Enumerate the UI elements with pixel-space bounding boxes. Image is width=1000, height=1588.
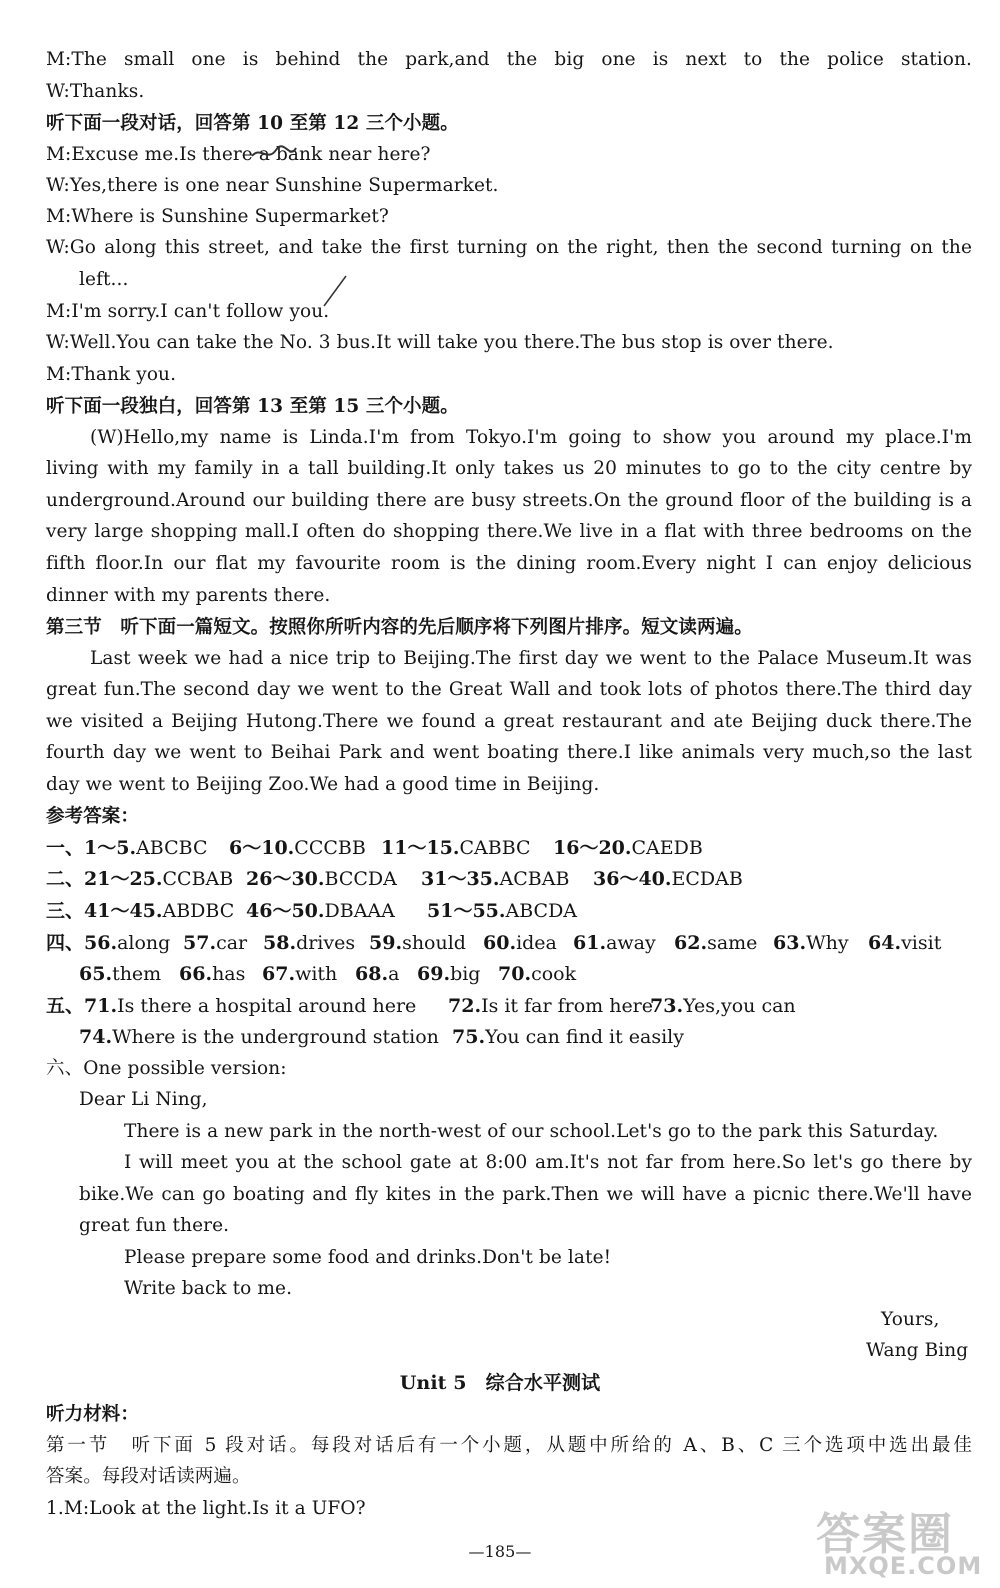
answer-item: 57.car (183, 932, 248, 954)
answer-item: 36～40.ECDAB (593, 868, 743, 890)
letter-greeting: Dear Li Ning, (79, 1089, 208, 1110)
paragraph-line: we visited a Beijing Hutong.There we found a great restaurant and ate Beijing duck there.The (46, 711, 972, 732)
answer-item: 16～20.CAEDB (553, 837, 703, 859)
pen-scribble-mark (250, 140, 300, 170)
section-instruction: 答案。每段对话读两遍。 (46, 1466, 251, 1487)
letter-paragraph: great fun there. (79, 1215, 230, 1236)
answer-item: 63.Why (773, 932, 849, 954)
dialogue-line: M:Excuse me.Is there a bank near here? (46, 144, 431, 165)
paragraph-line: dinner with my parents there. (46, 585, 331, 606)
watermark-text: 答案圈 (816, 1509, 954, 1560)
paragraph-line: fourth day we went to Beihai Park and went boating there.I like animals very much,so the last (46, 742, 972, 763)
paragraph-line: day we went to Beijing Zoo.We had a good time in Beijing. (46, 774, 600, 795)
watermark-url: MXQE.COM (824, 1552, 983, 1580)
paragraph-line: underground.Around our building there are busy streets.On the ground floor of the building is a (46, 490, 972, 511)
answer-item: 65.them (79, 963, 162, 985)
answer-item: 46～50.DBAAA (246, 900, 395, 922)
listening-label: 听力材料： (46, 1404, 140, 1425)
paragraph-line: (W)Hello,my name is Linda.I'm from Tokyo.I'm going to show you around my place.I'm (90, 427, 972, 448)
letter-intro: 六、One possible version: (46, 1058, 287, 1079)
answer-item: 一、1～5.ABCBC (46, 837, 208, 859)
answer-item: 五、71.Is there a hospital around here (46, 995, 417, 1017)
letter-paragraph: Write back to me. (124, 1278, 293, 1299)
answer-item: 75.You can find it easily (452, 1026, 684, 1048)
answer-item: 四、56.along (46, 932, 171, 954)
answer-item: 69.big (417, 963, 481, 985)
section-instruction: 听下面一段独白，回答第 13 至第 15 三个小题。 (46, 396, 459, 417)
answer-item: 70.cook (498, 963, 577, 985)
pen-stroke-mark (320, 272, 350, 312)
answer-item: 59.should (369, 932, 466, 954)
dialogue-line: W:Well.You can take the No. 3 bus.It will take you there.The bus stop is over there. (46, 332, 834, 353)
dialogue-line: W:Thanks. (46, 81, 145, 102)
answer-item: 74.Where is the underground station (79, 1026, 439, 1048)
unit-title: Unit 5 综合水平测试 (399, 1372, 601, 1394)
answer-item: 67.with (262, 963, 338, 985)
question-line: 1.M:Look at the light.Is it a UFO? (46, 1498, 366, 1519)
paragraph-line: fifth floor.In our flat my favourite room is the dining room.Every night I can enjoy delicious (46, 553, 972, 574)
section-instruction: 第一节 听下面 5 段对话。每段对话后有一个小题，从题中所给的 A、B、C 三个选项中选出最佳 (46, 1435, 972, 1456)
answer-item: 26～30.BCCDA (246, 868, 397, 890)
letter-paragraph: There is a new park in the north-west of our school.Let's go to the park this Saturday. (124, 1121, 939, 1142)
answer-item: 61.away (573, 932, 656, 954)
page-number: —185— (468, 1542, 532, 1561)
dialogue-line: W:Go along this street, and take the first turning on the right, then the second turning on the (46, 237, 972, 258)
dialogue-line: W:Yes,there is one near Sunshine Supermarket. (46, 175, 499, 196)
answer-item: 6～10.CCCBB (229, 837, 366, 859)
letter-paragraph: I will meet you at the school gate at 8:00 am.It's not far from here.So let's go there by (124, 1152, 972, 1173)
answer-item: 51～55.ABCDA (427, 900, 578, 922)
answer-item: 66.has (179, 963, 246, 985)
answer-item: 二、21～25.CCBAB (46, 868, 234, 890)
section-instruction: 听下面一段对话，回答第 10 至第 12 三个小题。 (46, 113, 459, 134)
answer-item: 11～15.CABBC (381, 837, 531, 859)
answer-item: 72.Is it far from here (448, 995, 654, 1017)
paragraph-line: great fun.The second day we went to the Great Wall and took lots of photos there.The third day (46, 679, 972, 700)
section-instruction: 第三节 听下面一篇短文。按照你所听内容的先后顺序将下列图片排序。短文读两遍。 (46, 617, 753, 638)
dialogue-line: M:I'm sorry.I can't follow you. (46, 301, 330, 322)
answer-item: 73.Yes,you can (650, 995, 796, 1017)
answer-item: 三、41～45.ABDBC (46, 900, 235, 922)
letter-paragraph: bike.We can go boating and fly kites in the park.Then we will have a picnic there.We'll have (79, 1184, 972, 1205)
dialogue-line: M:The small one is behind the park,and the big one is next to the police station. (46, 49, 972, 70)
letter-paragraph: Please prepare some food and drinks.Don't be late! (124, 1247, 612, 1268)
paragraph-line: very large shopping mall.I often do shopping there.We live in a flat with three bedrooms on the (46, 521, 972, 542)
answer-item: 68.a (355, 963, 400, 985)
paragraph-line: living with my family in a tall building.It only takes us 20 minutes to go to the city centre by (46, 458, 972, 479)
dialogue-line: M:Thank you. (46, 364, 177, 385)
letter-signature: Wang Bing (866, 1340, 969, 1361)
dialogue-line: left... (79, 269, 129, 290)
answer-item: 31～35.ACBAB (421, 868, 570, 890)
dialogue-line: M:Where is Sunshine Supermarket? (46, 206, 389, 227)
answer-item: 64.visit (868, 932, 942, 954)
answer-item: 60.idea (483, 932, 557, 954)
answer-item: 58.drives (263, 932, 356, 954)
answers-title: 参考答案： (46, 806, 140, 827)
paragraph-line: Last week we had a nice trip to Beijing.The first day we went to the Palace Museum.It was (90, 648, 972, 669)
letter-closing: Yours, (881, 1309, 940, 1330)
watermark-logo (796, 1498, 983, 1584)
answer-item: 62.same (674, 932, 758, 954)
